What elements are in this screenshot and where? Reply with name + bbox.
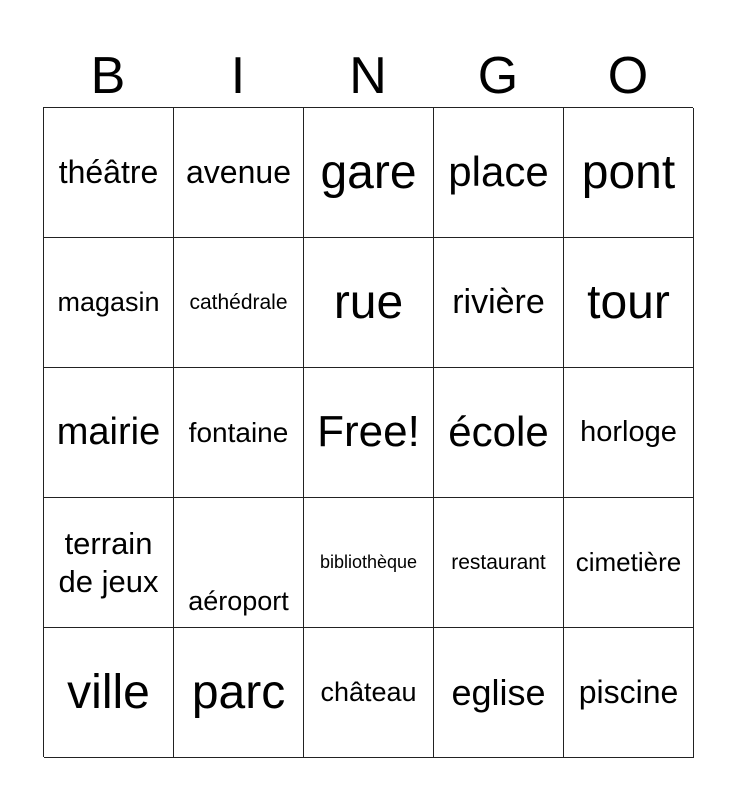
- bingo-cell-text: aéroport: [188, 585, 289, 616]
- bingo-cell[interactable]: [564, 108, 694, 238]
- bingo-cell-text: mairie: [56, 410, 161, 453]
- bingo-cell[interactable]: [174, 238, 304, 368]
- bingo-cell-text: cimetière: [575, 546, 682, 577]
- bingo-cell-text: eglise: [451, 671, 546, 713]
- bingo-cell[interactable]: [44, 238, 174, 368]
- bingo-board: [43, 107, 693, 757]
- bingo-cell-text: parc: [191, 665, 286, 719]
- bingo-header: [43, 44, 693, 108]
- bingo-cell[interactable]: [304, 628, 434, 758]
- bingo-cell[interactable]: [44, 628, 174, 758]
- bingo-cell[interactable]: [304, 498, 434, 628]
- bingo-cell[interactable]: [434, 368, 564, 498]
- bingo-cell[interactable]: [174, 628, 304, 758]
- bingo-cell-text: théâtre: [58, 154, 159, 191]
- bingo-cell-text: Free!: [317, 407, 420, 457]
- bingo-cell[interactable]: [44, 498, 174, 628]
- bingo-cell-text: horloge: [580, 416, 677, 449]
- header-letter-o: O: [607, 47, 649, 105]
- bingo-cell-text: fontaine: [188, 416, 289, 448]
- bingo-cell[interactable]: [174, 108, 304, 238]
- bingo-cell[interactable]: [304, 108, 434, 238]
- bingo-cell[interactable]: [564, 628, 694, 758]
- bingo-cell-text: pont: [581, 145, 676, 199]
- header-letter-n: N: [349, 47, 387, 105]
- bingo-cell-text: école: [448, 408, 549, 456]
- bingo-cell-text: place: [448, 148, 549, 196]
- bingo-cell-text: restaurant: [451, 550, 546, 574]
- bingo-cell[interactable]: [564, 238, 694, 368]
- bingo-cell[interactable]: [174, 498, 304, 628]
- bingo-cell[interactable]: [44, 108, 174, 238]
- header-letter-i: I: [230, 47, 246, 105]
- bingo-cell[interactable]: [434, 108, 564, 238]
- header-letter-g: G: [477, 47, 519, 105]
- bingo-cell[interactable]: [564, 498, 694, 628]
- bingo-cell[interactable]: [434, 238, 564, 368]
- bingo-cell-text: ville: [67, 665, 150, 719]
- bingo-cell-text: rue: [333, 275, 404, 329]
- bingo-cell[interactable]: [434, 498, 564, 628]
- bingo-cell[interactable]: [174, 368, 304, 498]
- bingo-cell-text: gare: [320, 145, 417, 199]
- bingo-cell-text: rivière: [452, 283, 545, 322]
- bingo-cell-text: avenue: [186, 154, 291, 191]
- bingo-cell[interactable]: [564, 368, 694, 498]
- bingo-cell-text: cathédrale: [189, 290, 288, 314]
- bingo-cell-text: bibliothèque: [319, 551, 418, 572]
- bingo-cell[interactable]: [44, 368, 174, 498]
- bingo-cell-text: piscine: [578, 674, 679, 711]
- bingo-cell[interactable]: [304, 238, 434, 368]
- bingo-cell[interactable]: [434, 628, 564, 758]
- bingo-cell-text: terrain de jeux: [58, 526, 159, 599]
- bingo-cell-text: magasin: [57, 287, 160, 318]
- header-letter-b: B: [90, 47, 126, 105]
- bingo-cell-text: tour: [587, 275, 670, 329]
- bingo-cell-text: château: [320, 677, 417, 708]
- bingo-cell[interactable]: [304, 368, 434, 498]
